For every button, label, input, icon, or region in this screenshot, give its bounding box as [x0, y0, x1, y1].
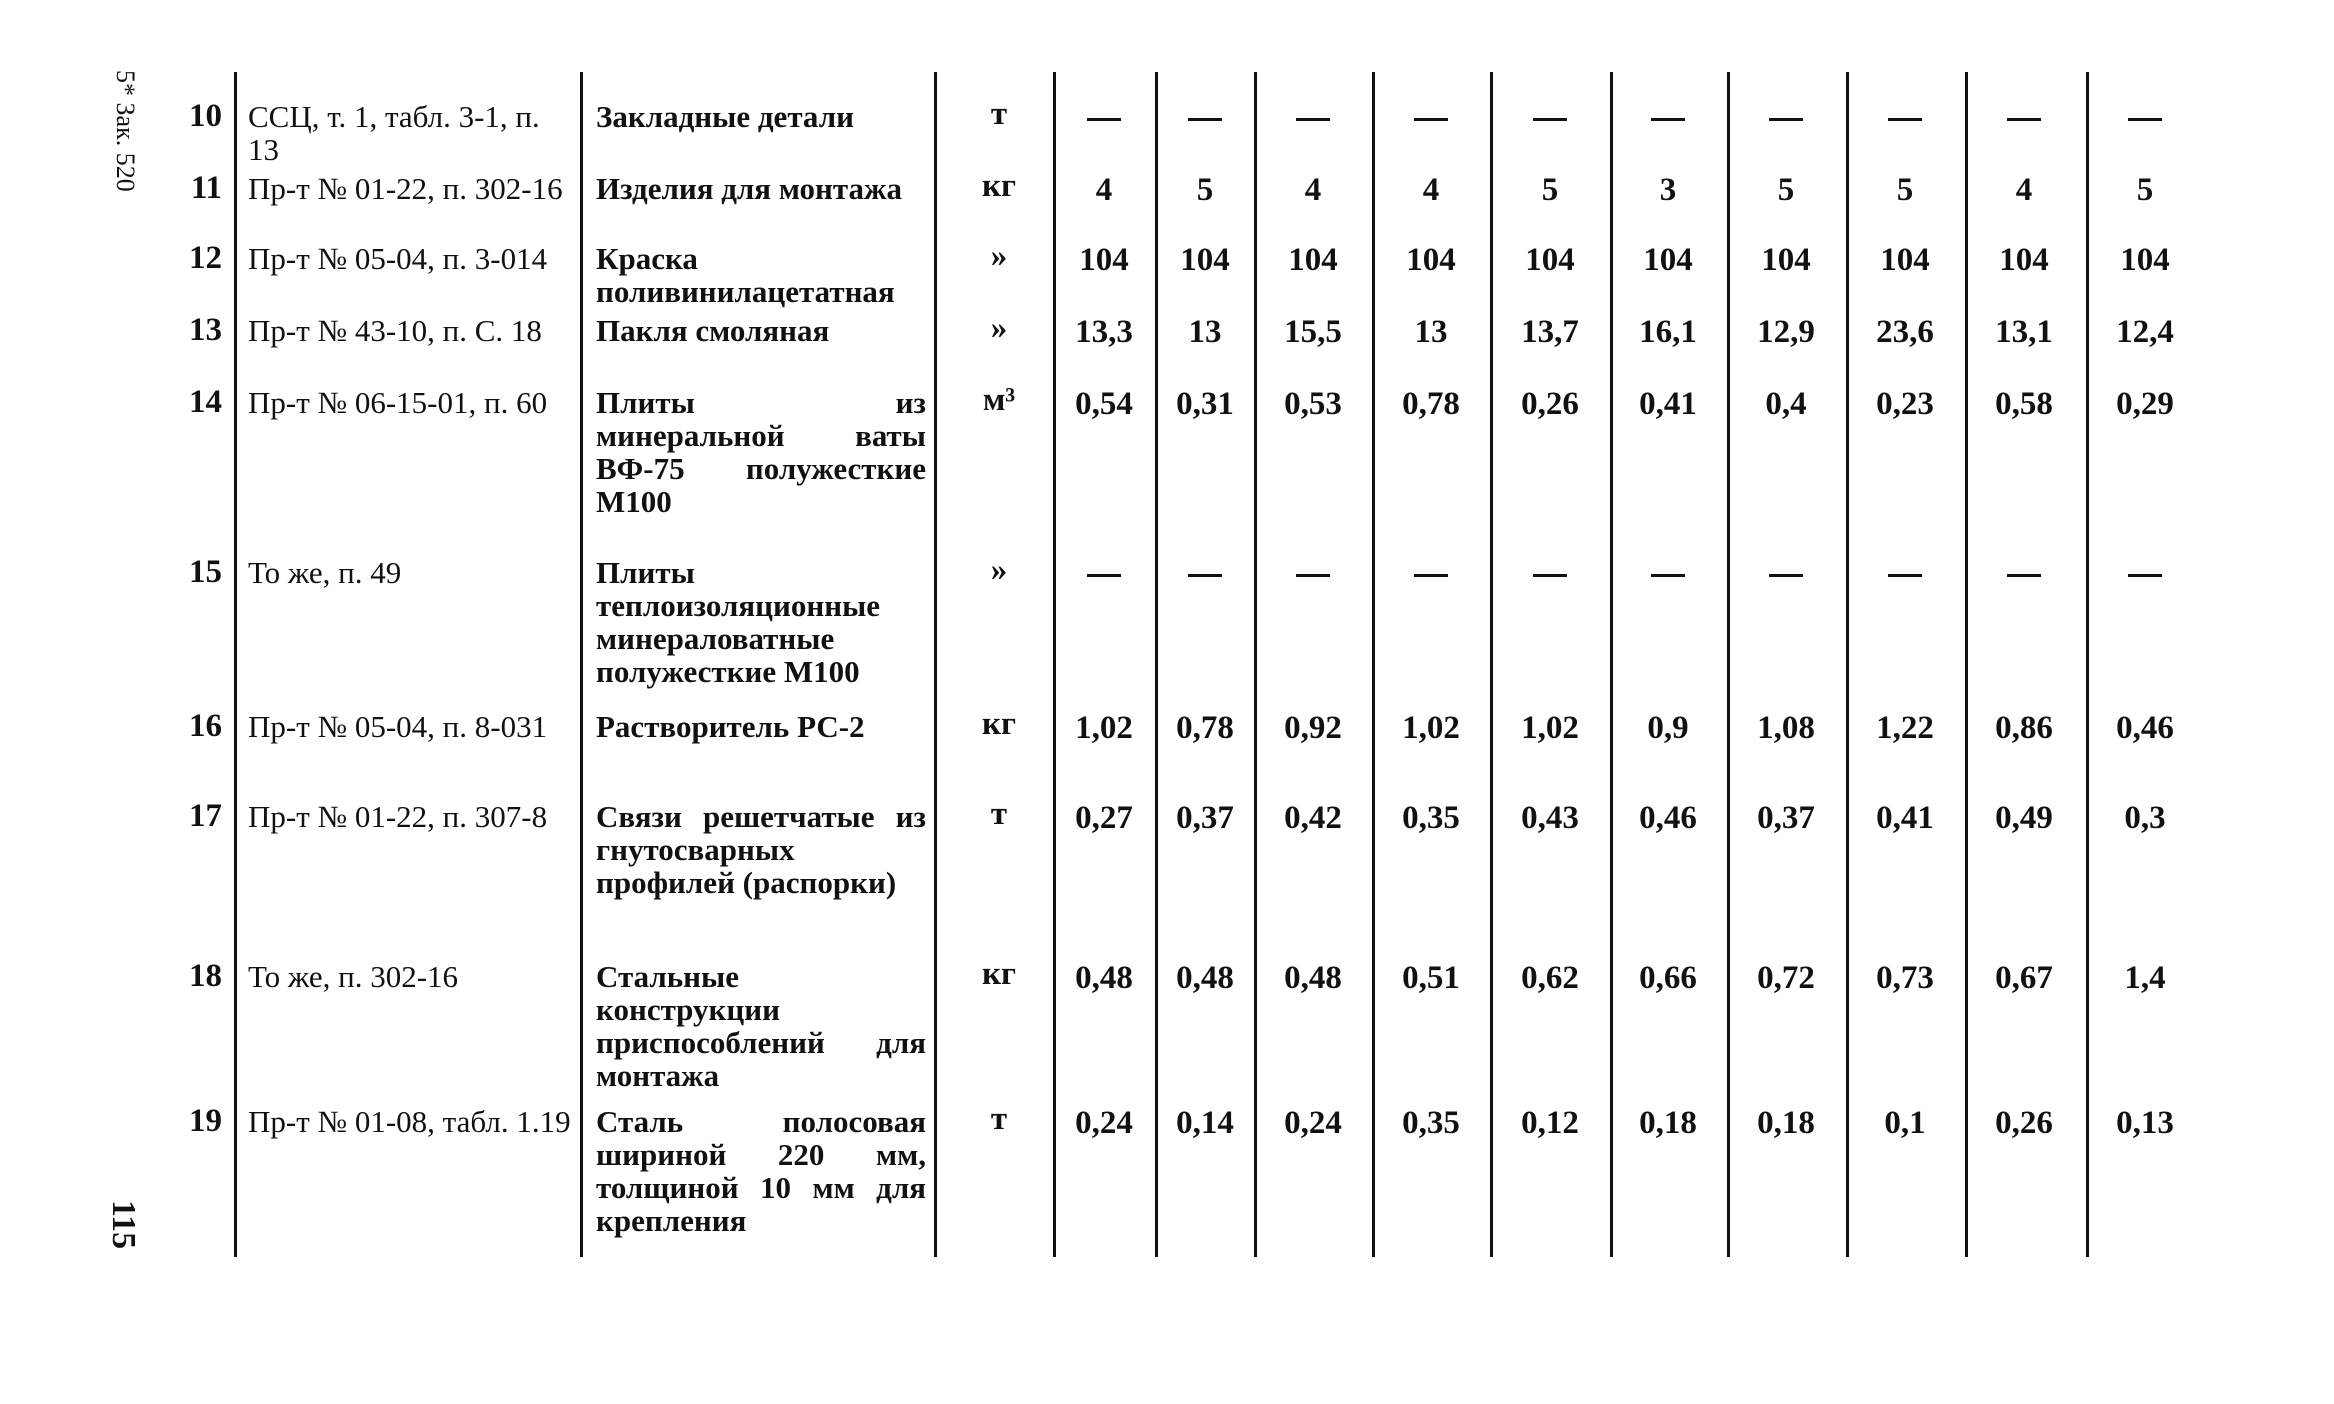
value-cell: 3 — [1659, 172, 1677, 208]
source-reference: ССЦ, т. 1, табл. 3-1, п. 13 — [248, 99, 540, 167]
value-cell: 0,24 — [1284, 1105, 1342, 1141]
value-dash — [1296, 118, 1330, 121]
value-dash — [1651, 118, 1685, 121]
value-cell: 0,24 — [1075, 1105, 1133, 1141]
value-cell: 0,1 — [1884, 1105, 1926, 1141]
unit: кг — [982, 956, 1016, 992]
value-dash — [2007, 574, 2041, 577]
value-cell: 0,78 — [1176, 710, 1234, 746]
value-dash — [1188, 118, 1222, 121]
value-cell: 104 — [1643, 242, 1693, 278]
value-cell: 104 — [1525, 242, 1575, 278]
row-number: 18 — [189, 958, 222, 994]
material-name: Растворитель РС-2 — [596, 709, 865, 744]
value-cell: 0,18 — [1757, 1105, 1815, 1141]
value-cell: 0,49 — [1995, 800, 2053, 836]
value-cell: 104 — [1406, 242, 1456, 278]
value-cell: 0,46 — [1639, 800, 1697, 836]
value-cell: 0,41 — [1639, 386, 1697, 422]
value-cell: 4 — [1422, 172, 1440, 208]
value-cell: 1,02 — [1521, 710, 1579, 746]
value-cell: 0,26 — [1995, 1105, 2053, 1141]
value-cell: 12,9 — [1757, 314, 1815, 350]
value-cell: 0,48 — [1176, 960, 1234, 996]
value-cell: 0,37 — [1176, 800, 1234, 836]
value-cell: 0,29 — [2116, 386, 2174, 422]
value-cell: 16,1 — [1639, 314, 1697, 350]
source-reference: Пр-т № 01-08, табл. 1.19 — [248, 1104, 571, 1139]
column-rule — [1490, 72, 1493, 1257]
value-cell: 0,62 — [1521, 960, 1579, 996]
column-rule — [1372, 72, 1375, 1257]
column-rule — [1846, 72, 1849, 1257]
row-number: 13 — [189, 312, 222, 348]
value-cell: 0,48 — [1075, 960, 1133, 996]
source-reference: Пр-т № 43-10, п. С. 18 — [248, 313, 542, 348]
value-cell: 1,02 — [1075, 710, 1133, 746]
unit: т — [990, 1101, 1008, 1137]
value-cell: 23,6 — [1876, 314, 1934, 350]
value-cell: 13,7 — [1521, 314, 1579, 350]
value-dash — [2128, 118, 2162, 121]
value-cell: 5 — [1541, 172, 1559, 208]
value-cell: 4 — [1095, 172, 1113, 208]
value-cell: 0,3 — [2124, 800, 2166, 836]
value-cell: 15,5 — [1284, 314, 1342, 350]
value-cell: 0,48 — [1284, 960, 1342, 996]
row-number: 14 — [189, 384, 222, 420]
value-dash — [1769, 118, 1803, 121]
source-reference: То же, п. 49 — [248, 555, 402, 590]
value-cell: 0,73 — [1876, 960, 1934, 996]
value-cell: 5 — [1777, 172, 1795, 208]
value-cell: 104 — [1180, 242, 1230, 278]
value-cell: 0,35 — [1402, 800, 1460, 836]
value-cell: 1,22 — [1876, 710, 1934, 746]
value-cell: 5 — [1196, 172, 1214, 208]
column-rule — [1965, 72, 1968, 1257]
row-number: 10 — [189, 98, 222, 134]
value-cell: 104 — [1880, 242, 1930, 278]
unit: кг — [982, 706, 1016, 742]
value-dash — [1888, 574, 1922, 577]
value-cell: 0,42 — [1284, 800, 1342, 836]
value-dash — [1087, 574, 1121, 577]
value-dash — [1296, 574, 1330, 577]
value-cell: 0,4 — [1765, 386, 1807, 422]
value-cell: 0,23 — [1876, 386, 1934, 422]
value-dash — [1533, 574, 1567, 577]
value-cell: 104 — [1999, 242, 2049, 278]
value-cell: 13 — [1188, 314, 1222, 350]
value-dash — [1188, 574, 1222, 577]
material-name: Плиты из минеральной ваты ВФ-75 полужесткие М100 — [596, 385, 926, 519]
value-cell: 0,37 — [1757, 800, 1815, 836]
value-cell: 0,27 — [1075, 800, 1133, 836]
value-dash — [1769, 574, 1803, 577]
value-cell: 0,12 — [1521, 1105, 1579, 1141]
row-number: 16 — [189, 708, 222, 744]
material-name: Связи решетчатые из гнутосварных профилей (распорки) — [596, 799, 926, 900]
value-cell: 13 — [1414, 314, 1448, 350]
value-dash — [1087, 118, 1121, 121]
value-cell: 4 — [1304, 172, 1322, 208]
value-cell: 0,53 — [1284, 386, 1342, 422]
unit: » — [990, 552, 1008, 588]
source-reference: Пр-т № 01-22, п. 307-8 — [248, 799, 548, 834]
value-dash — [2007, 118, 2041, 121]
value-cell: 104 — [1761, 242, 1811, 278]
unit: т — [990, 796, 1008, 832]
column-rule — [2086, 72, 2089, 1257]
value-cell: 1,02 — [1402, 710, 1460, 746]
row-number: 19 — [189, 1103, 222, 1139]
value-cell: 0,26 — [1521, 386, 1579, 422]
print-note: 5* Зак. 520 — [111, 70, 140, 192]
page-number: 115 — [105, 1200, 142, 1250]
value-cell: 1,4 — [2124, 960, 2166, 996]
value-cell: 0,58 — [1995, 386, 2053, 422]
row-number: 12 — [189, 240, 222, 276]
material-name: Краска поливинилацетатная — [596, 241, 895, 309]
value-cell: 0,18 — [1639, 1105, 1697, 1141]
unit: » — [990, 310, 1008, 346]
column-rule — [234, 72, 237, 1257]
unit: т — [990, 96, 1008, 132]
value-cell: 0,51 — [1402, 960, 1460, 996]
value-cell: 13,1 — [1995, 314, 2053, 350]
material-name: Закладные детали — [596, 99, 854, 134]
value-cell: 0,9 — [1647, 710, 1689, 746]
material-name: Плиты теплоизоляционные минераловатные полужесткие М100 — [596, 555, 881, 689]
value-cell: 0,67 — [1995, 960, 2053, 996]
source-reference: То же, п. 302-16 — [248, 959, 459, 994]
value-cell: 104 — [1288, 242, 1338, 278]
material-name: Стальные конструкции приспособлений для монтажа — [596, 959, 926, 1093]
value-dash — [1414, 118, 1448, 121]
source-reference: Пр-т № 05-04, п. 3-014 — [248, 241, 548, 276]
value-cell: 0,66 — [1639, 960, 1697, 996]
unit: кг — [982, 168, 1016, 204]
row-number: 15 — [189, 554, 222, 590]
value-cell: 0,92 — [1284, 710, 1342, 746]
value-cell: 13,3 — [1075, 314, 1133, 350]
value-cell: 0,43 — [1521, 800, 1579, 836]
value-dash — [1414, 574, 1448, 577]
material-name: Пакля смоляная — [596, 313, 830, 348]
row-number: 11 — [190, 170, 222, 206]
value-dash — [1533, 118, 1567, 121]
material-name: Изделия для монтажа — [596, 171, 902, 206]
value-cell: 0,46 — [2116, 710, 2174, 746]
value-cell: 0,86 — [1995, 710, 2053, 746]
value-cell: 5 — [1896, 172, 1914, 208]
value-dash — [2128, 574, 2162, 577]
row-number: 17 — [189, 798, 222, 834]
value-dash — [1651, 574, 1685, 577]
value-cell: 0,35 — [1402, 1105, 1460, 1141]
value-cell: 1,08 — [1757, 710, 1815, 746]
column-rule — [934, 72, 937, 1257]
source-reference: Пр-т № 05-04, п. 8-031 — [248, 709, 548, 744]
value-cell: 0,78 — [1402, 386, 1460, 422]
unit: » — [990, 238, 1008, 274]
value-cell: 5 — [2136, 172, 2154, 208]
value-cell: 104 — [1079, 242, 1129, 278]
source-reference: Пр-т № 01-22, п. 302-16 — [248, 171, 563, 206]
value-cell: 0,13 — [2116, 1105, 2174, 1141]
value-cell: 0,14 — [1176, 1105, 1234, 1141]
value-cell: 12,4 — [2116, 314, 2174, 350]
value-cell: 104 — [2120, 242, 2170, 278]
value-cell: 0,72 — [1757, 960, 1815, 996]
value-cell: 0,41 — [1876, 800, 1934, 836]
column-rule — [580, 72, 583, 1257]
unit: м³ — [982, 382, 1016, 418]
material-name: Сталь полосовая шириной 220 мм, толщиной 10 мм для крепления — [596, 1104, 926, 1238]
value-cell: 0,31 — [1176, 386, 1234, 422]
value-cell: 0,54 — [1075, 386, 1133, 422]
value-dash — [1888, 118, 1922, 121]
column-rule — [1727, 72, 1730, 1257]
source-reference: Пр-т № 06-15-01, п. 60 — [248, 385, 548, 420]
value-cell: 4 — [2015, 172, 2033, 208]
